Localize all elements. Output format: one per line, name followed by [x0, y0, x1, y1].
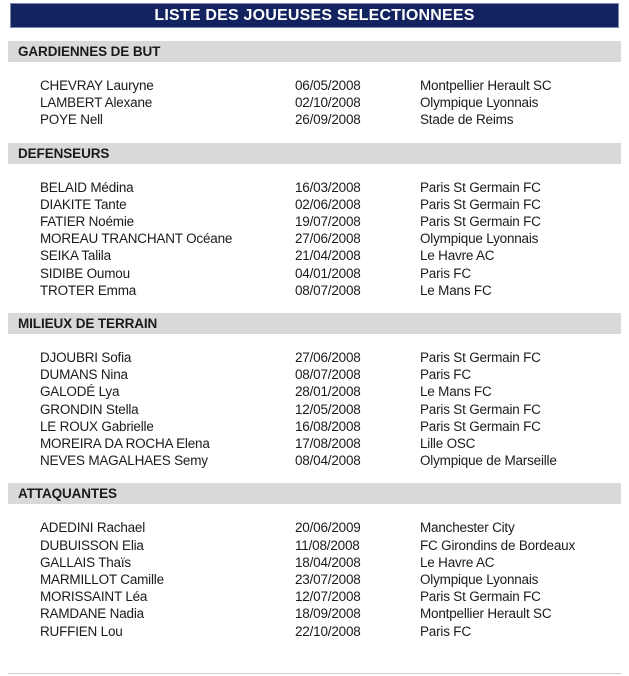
position-section	[0, 41, 629, 143]
club-name: Le Havre AC	[420, 248, 495, 264]
club-name: Le Havre AC	[420, 554, 495, 570]
club-name: Paris St Germain FC	[420, 589, 541, 605]
player-name: ADEDINI Rachael	[40, 520, 146, 536]
birth-date: 27/06/2008	[295, 350, 361, 366]
club-name: Olympique Lyonnais	[420, 95, 539, 111]
club-name: Paris FC	[420, 367, 471, 383]
position-section	[0, 483, 629, 653]
player-name: NEVES MAGALHAES Semy	[40, 453, 208, 469]
player-name: BELAID Médina	[40, 179, 134, 195]
club-name: Le Mans FC	[420, 384, 492, 400]
birth-date: 08/07/2008	[295, 367, 361, 383]
player-row	[40, 605, 629, 622]
player-name: POYE Nell	[40, 112, 103, 128]
player-row	[40, 230, 629, 247]
player-name: DIAKITE Tante	[40, 196, 127, 212]
birth-date: 23/07/2008	[295, 572, 361, 588]
player-name: CHEVRAY Lauryne	[40, 78, 154, 93]
section-header	[8, 143, 621, 164]
section-header-label: DEFENSEURS	[18, 145, 110, 161]
player-row	[40, 571, 629, 588]
position-section	[0, 143, 629, 313]
birth-date: 27/06/2008	[295, 231, 361, 247]
player-row	[40, 623, 629, 640]
club-name: Le Mans FC	[420, 282, 492, 298]
birth-date: 22/10/2008	[295, 623, 361, 639]
section-header-label: GARDIENNES DE BUT	[18, 44, 161, 59]
club-name: Olympique Lyonnais	[420, 572, 539, 588]
player-name: MORISSAINT Léa	[40, 589, 148, 605]
sections	[0, 41, 629, 654]
birth-date: 12/05/2008	[295, 401, 361, 417]
birth-date: 02/10/2008	[295, 95, 361, 111]
birth-date: 21/04/2008	[295, 248, 361, 264]
player-name: SEIKA Talila	[40, 248, 111, 264]
club-name: Paris St Germain FC	[420, 179, 541, 195]
player-name: SIDIBE Oumou	[40, 265, 130, 281]
section-header-label: MILIEUX DE TERRAIN	[18, 316, 158, 332]
player-name: LAMBERT Alexane	[40, 95, 153, 111]
player-list	[0, 504, 629, 653]
club-name: Paris St Germain FC	[420, 350, 541, 366]
player-row	[40, 265, 629, 282]
player-row	[40, 77, 629, 94]
birth-date: 04/01/2008	[295, 265, 361, 281]
player-name: FATIER Noémie	[40, 214, 134, 230]
club-name: Paris St Germain FC	[420, 401, 541, 417]
player-name: MARMILLOT Camille	[40, 572, 164, 588]
player-name: TROTER Emma	[40, 282, 137, 298]
player-name: DUBUISSON Elia	[40, 537, 144, 553]
player-row	[40, 247, 629, 264]
birth-date: 18/09/2008	[295, 606, 361, 622]
birth-date: 02/06/2008	[295, 196, 361, 212]
section-header	[8, 41, 621, 62]
club-name: FC Girondins de Bordeaux	[420, 537, 576, 553]
page-bottom-border	[8, 673, 621, 674]
player-row	[40, 366, 629, 383]
player-row	[40, 519, 629, 536]
player-list	[0, 62, 629, 143]
player-name: MOREAU TRANCHANT Océane	[40, 231, 233, 247]
player-row	[40, 452, 629, 469]
birth-date: 08/07/2008	[295, 282, 361, 298]
club-name: Montpellier Herault SC	[420, 78, 552, 93]
page-title-label: LISTE DES JOUEUSES SELECTIONNEES	[154, 6, 475, 24]
player-row	[40, 213, 629, 230]
club-name: Paris FC	[420, 623, 471, 639]
birth-date: 18/04/2008	[295, 554, 361, 570]
club-name: Montpellier Herault SC	[420, 606, 552, 622]
player-row	[40, 94, 629, 111]
birth-date: 16/08/2008	[295, 418, 361, 434]
player-row	[40, 435, 629, 452]
player-name: MOREIRA DA ROCHA Elena	[40, 436, 210, 452]
player-name: DJOUBRI Sofia	[40, 350, 132, 366]
club-name: Lille OSC	[420, 436, 476, 452]
player-row	[40, 588, 629, 605]
player-name: DUMANS Nina	[40, 367, 128, 383]
page-title	[10, 3, 619, 28]
player-name: LE ROUX Gabrielle	[40, 418, 154, 434]
birth-date: 12/07/2008	[295, 589, 361, 605]
player-name: RAMDANE Nadia	[40, 606, 144, 622]
player-row	[40, 418, 629, 435]
player-row	[40, 349, 629, 366]
birth-date: 17/08/2008	[295, 436, 361, 452]
section-header-label: ATTAQUANTES	[18, 486, 117, 502]
birth-date: 26/09/2008	[295, 112, 361, 128]
birth-date: 08/04/2008	[295, 453, 361, 469]
player-row	[40, 179, 629, 196]
player-list	[0, 164, 629, 313]
club-name: Olympique de Marseille	[420, 453, 557, 469]
birth-date: 16/03/2008	[295, 179, 361, 195]
player-name: RUFFIEN Lou	[40, 623, 123, 639]
player-row	[40, 554, 629, 571]
player-name: GRONDIN Stella	[40, 401, 139, 417]
club-name: Paris St Germain FC	[420, 418, 541, 434]
player-row	[40, 401, 629, 418]
player-name: GALODÉ Lya	[40, 384, 120, 400]
player-row	[40, 383, 629, 400]
birth-date: 20/06/2009	[295, 520, 361, 536]
position-section	[0, 313, 629, 483]
birth-date: 11/08/2008	[295, 537, 360, 553]
club-name: Manchester City	[420, 520, 515, 536]
club-name: Olympique Lyonnais	[420, 231, 539, 247]
player-row	[40, 537, 629, 554]
birth-date: 06/05/2008	[295, 78, 361, 93]
player-row	[40, 282, 629, 299]
player-row	[40, 111, 629, 128]
birth-date: 28/01/2008	[295, 384, 361, 400]
club-name: Paris FC	[420, 265, 471, 281]
player-list	[0, 334, 629, 483]
section-header	[8, 313, 621, 334]
player-name: GALLAIS Thaïs	[40, 554, 131, 570]
birth-date: 19/07/2008	[295, 214, 361, 230]
section-header	[8, 483, 621, 504]
player-row	[40, 196, 629, 213]
club-name: Stade de Reims	[420, 112, 514, 128]
club-name: Paris St Germain FC	[420, 214, 541, 230]
club-name: Paris St Germain FC	[420, 196, 541, 212]
